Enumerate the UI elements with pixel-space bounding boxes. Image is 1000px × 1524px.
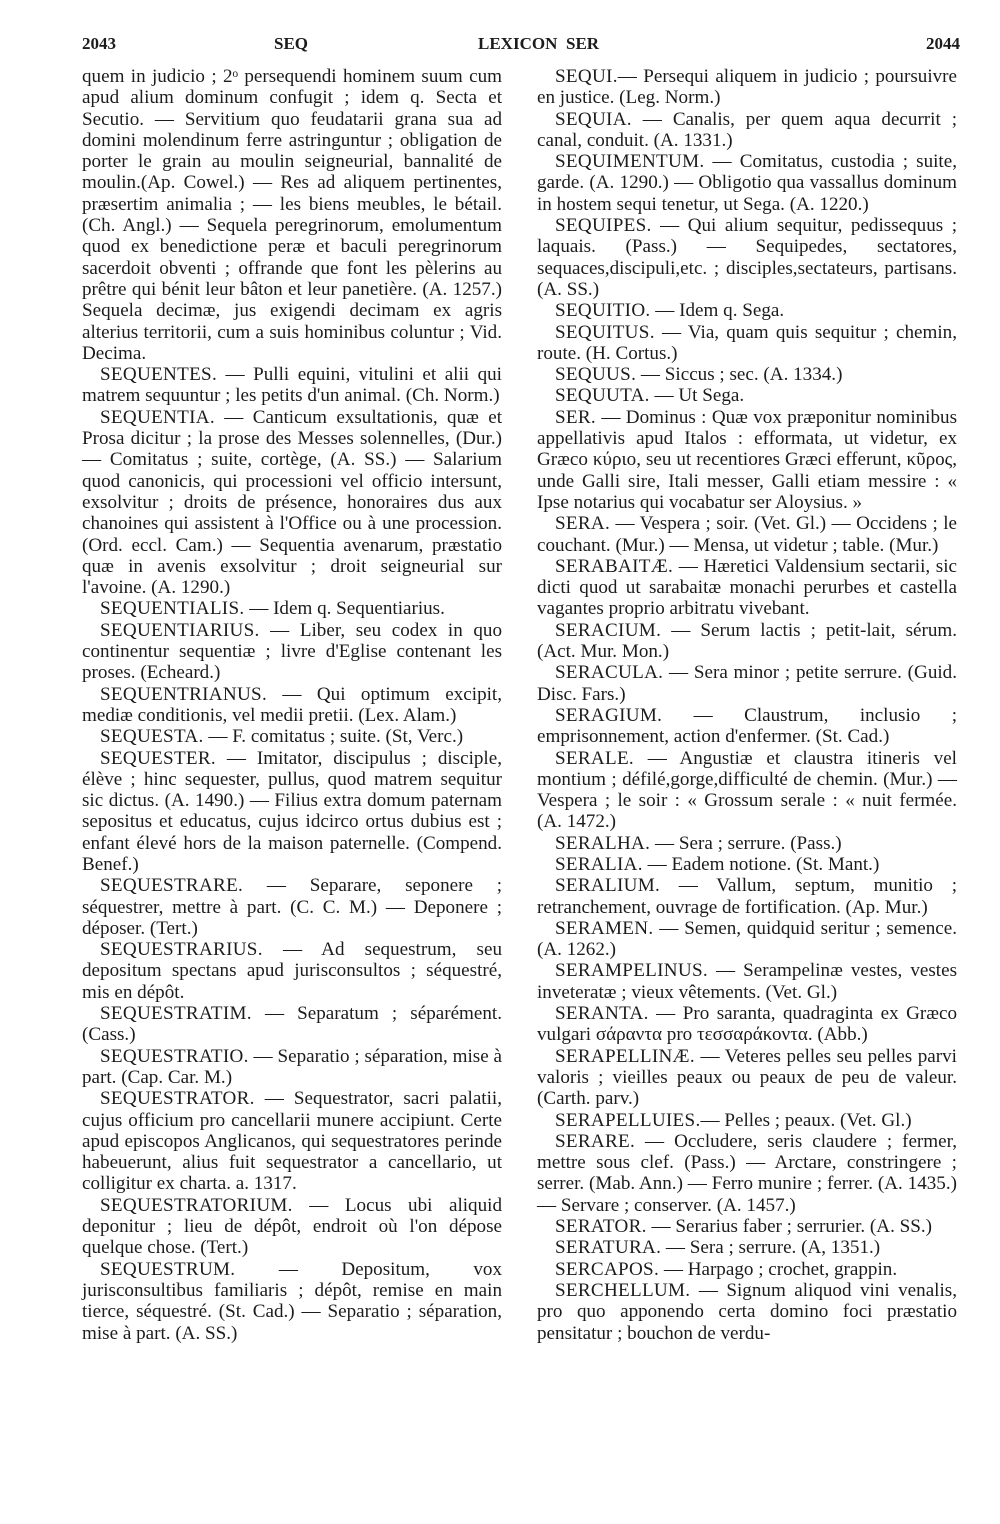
entry-headword: SEQUUTA. [555, 385, 650, 407]
entry-definition: — Liber, seu codex in quo continentur sequentiæ ; livre d'Eglise contenant les proses. (Echeard.) [82, 619, 502, 684]
entry-definition: — Locus ubi aliquid deponitur ; lieu de dépôt, endroit où l'on dépose quelque chose. (Tert.) [82, 1194, 502, 1259]
entry-headword: SEQUENTRIANUS. [100, 683, 268, 705]
dictionary-entry [82, 620, 502, 684]
entry-definition: — Vallum, septum, munitio ; retranchement, ouvrage de fortification. (Ap. Mur.) [537, 875, 957, 918]
entry-headword: SEQUENTIA. [100, 406, 215, 428]
dictionary-entry [82, 748, 502, 876]
entry-headword: SEQUIMENTUM. [555, 151, 705, 173]
dictionary-entry [537, 385, 957, 406]
page-header [82, 34, 960, 60]
dictionary-entry [537, 109, 957, 152]
entry-headword: SERCAPOS. [555, 1258, 660, 1280]
dictionary-entry [537, 1110, 957, 1131]
entry-headword: SERARE. [555, 1130, 636, 1152]
entry-definition: quem in judicio ; 2ᵒ persequendi hominem suum cum apud alium dominum confugit ; idem q. Secta et Secutio. — Servitium quo feudatarii grana sua ad domini molendinum ferre astringuntur ; obligation de porter le grain au moulin seigneurial, bannalité de moulin.(Ap. Cowel.) — Res ad aliquem pertinentes, præsertim animalia ; — les biens meubles, le bétail. (Ch. Angl.) — Sequela peregrinorum, emolumentum quod ex benedictione peræ et baculi peregrinorum sacerdoit obventi ; offrande que font les pèlerins au prêtre qui bénit leur bâton et leur panetière. (A. 1257.) Sequela decimæ, jus exigendi decimam ex agris alterius territorii, cum a suis hominibus coluntur ; Vid. Decima. [82, 66, 502, 364]
entry-continuation [82, 66, 502, 364]
entry-definition: — Sera ; serrure. (A, 1351.) [661, 1237, 881, 1259]
entry-headword: SEQUENTES. [100, 364, 218, 386]
entry-headword: SERALE. [555, 747, 635, 769]
right-column [537, 66, 957, 1344]
entry-headword: SEQUESTRATOR. [100, 1088, 255, 1110]
entry-definition: — Veteres pelles seu pelles parvi valoris ; vieilles peaux ou peaux de peu de valeur. (Carth. parv.) [537, 1045, 957, 1110]
entry-definition: — Separatio ; séparation, mise à part. (Cap. Car. M.) [82, 1045, 502, 1088]
entry-headword: SEQUESTER. [100, 747, 216, 769]
entry-headword: SEQUESTA. [100, 726, 204, 748]
entry-definition: — Semen, quidquid seritur ; semence. (A. 1262.) [537, 917, 957, 961]
dictionary-entry [537, 215, 957, 300]
entry-headword: SEQUIPES. [555, 215, 652, 237]
entry-definition: — Depositum, vox jurisconsultibus familiaris ; dépôt, remise en main tierce, séquestré. (St. Cad.) — Separatio ; séparation, mise à part. (A. SS.) [82, 1258, 502, 1344]
entry-definition: — Pulli equini, vitulini et alii qui matrem sequuntur ; les petits d'un animal. (Ch. Norm.) [82, 364, 502, 407]
entry-definition: — Signum aliquod vini venalis, pro quo apponendo certa domino foci præstatio pensitatur ; bouchon de verdu- [537, 1279, 957, 1344]
entry-headword: SERALIA. [555, 853, 643, 875]
entry-definition: — Canalis, per quem aqua decurrit ; canal, conduit. (A. 1331.) [537, 108, 957, 151]
dictionary-entry [82, 598, 502, 619]
dictionary-entry [537, 854, 957, 875]
dictionary-entry [537, 875, 957, 918]
dictionary-entry [82, 1046, 502, 1089]
entry-headword: SERA. [555, 513, 611, 535]
entry-headword: SEQUESTRATIM. [100, 1003, 252, 1025]
entry-headword: SERALIUM. [555, 875, 661, 897]
entry-headword: SEQUITUS. [555, 321, 655, 343]
page-title: LEXICON [478, 34, 558, 53]
entry-definition: — Dominus : Quæ vox præponitur nominibus appellativis apud Italos : efformata, ut videtur, ex Græco κύριο, seu ut recentiores Græci efferunt, κῦρος, unde Galli sire, Itali messer, Galli etiam messire : « Ipse notarius qui vocabatur ser Aloysius. » [537, 406, 957, 513]
entry-definition: — Ut Sega. [649, 385, 745, 407]
entry-definition: — Angustiæ et claustra itineris vel montium ; défilé,gorge,difficulté de chemin. (Mur.) — Vespera ; le soir : « Grossum serale : « nuit fermée. (A. 1472.) [537, 747, 957, 833]
running-head-left: SEQ [274, 34, 309, 53]
running-head-right: SER [566, 34, 600, 53]
entry-headword: SEQUENTIARIUS. [100, 619, 260, 641]
dictionary-entry [537, 513, 957, 556]
dictionary-entry [82, 1195, 502, 1259]
entry-headword: SERATURA. [555, 1237, 662, 1259]
dictionary-entry [537, 556, 957, 620]
entry-definition: — Idem q. Sequentiarius. [244, 598, 445, 620]
entry-definition: — Qui optimum excipit, mediæ conditionis, vel medii pretii. (Lex. Alam.) [82, 683, 502, 726]
entry-definition: — Comitatus, custodia ; suite, garde. (A. 1290.) — Obligotio qua vassallus dominum in hostem sequi tenetur, ut Sega. (A. 1220.) [537, 151, 957, 215]
entry-headword: SERACULA. [555, 662, 664, 684]
entry-headword: SERAPELLINÆ. [555, 1045, 695, 1067]
entry-definition: — Harpago ; crochet, grappin. [659, 1258, 898, 1280]
entry-definition: — Claustrum, inclusio ; emprisonnement, action d'enfermer. (St. Cad.) [537, 704, 957, 748]
dictionary-entry [82, 364, 502, 407]
dictionary-entry [82, 1088, 502, 1194]
entry-definition: — Eadem notione. (St. Mant.) [642, 853, 880, 875]
page-number-left: 2043 [82, 34, 116, 53]
entry-definition: — Serarius faber ; serrurier. (A. SS.) [646, 1216, 932, 1238]
entry-definition: — Via, quam quis sequitur ; chemin, route. (H. Cortus.) [537, 321, 957, 364]
entry-headword: SERATOR. [555, 1216, 647, 1238]
entry-headword: SEQUESTRATORIUM. [100, 1194, 293, 1216]
entry-headword: SERALHA. [555, 832, 651, 854]
dictionary-entry [537, 833, 957, 854]
entry-definition: — Pro saranta, quadraginta ex Græco vulgari σάραντα pro τεσσαράκοντα. (Abb.) [537, 1003, 957, 1046]
dictionary-entry [537, 151, 957, 215]
dictionary-entry [537, 918, 957, 961]
dictionary-entry [82, 1259, 502, 1344]
left-column [82, 66, 502, 1344]
entry-headword: SERANTA. [555, 1003, 649, 1025]
dictionary-entry [537, 1046, 957, 1110]
dictionary-entry [82, 939, 502, 1003]
dictionary-entry [537, 960, 957, 1003]
dictionary-entry [537, 300, 957, 321]
entry-definition: — Hæretici Valdensium sectarii, sic dicti quod ut sarabaitæ monachi perurbes et castella vagantes proprio arbitratu vivebant. [537, 555, 957, 620]
dictionary-entry [537, 66, 957, 109]
entry-definition: — Vespera ; soir. (Vet. Gl.) — Occidens ; le couchant. (Mur.) — Mensa, ut videtur ; table. (Mur.) [537, 513, 957, 556]
entry-headword: SEQUI. [555, 66, 618, 87]
entry-headword: SERABAITÆ. [555, 555, 674, 577]
dictionary-entry [537, 1131, 957, 1216]
entry-headword: SER. [555, 406, 596, 428]
entry-headword: SEQUUS. [555, 364, 637, 386]
entry-headword: SEQUESTRARIUS. [100, 939, 263, 961]
dictionary-entry [537, 407, 957, 513]
dictionary-entry [537, 620, 957, 663]
dictionary-entry [82, 407, 502, 599]
entry-headword: SERAPELLUIES. [555, 1109, 701, 1131]
entry-definition: — Siccus ; sec. (A. 1334.) [636, 364, 843, 386]
entry-headword: SERAGIUM. [555, 704, 663, 726]
entry-definition: — Serampelinæ vestes, vestes inveteratæ ; vieux vêtements. (Vet. Gl.) [537, 960, 957, 1003]
dictionary-entry [537, 1280, 957, 1344]
entry-definition: — Serum lactis ; petit-lait, sérum. (Act. Mur. Mon.) [537, 619, 957, 663]
entry-headword: SERACIUM. [555, 619, 662, 641]
entry-headword: SERAMEN. [555, 917, 654, 939]
entry-definition: — Separare, seponere ; séquestrer, mettre à part. (C. C. M.) — Deponere ; déposer. (Tert.) [82, 875, 502, 939]
entry-definition: — Idem q. Sega. [650, 300, 785, 322]
dictionary-entry [537, 1003, 957, 1046]
entry-definition: — Sera ; serrure. (Pass.) [650, 832, 842, 854]
dictionary-entry [537, 662, 957, 705]
entry-definition: — Sequestrator, sacri palatii, cujus officium pro cancellarii munere accipiunt. Certe apud episcopos Anglicanos, qui sequestratores perinde habeuerunt, alius fuit sequestrator a cancellario, ut colligitur ex charta. a. 1317. [82, 1088, 502, 1195]
entry-definition: — Imitator, discipulus ; disciple, élève ; hinc sequester, pullus, quod matrem sequitur sic dictus. (A. 1490.) — Filius extra domum paternam sepositus et educatus, cujus idcirco ortus dubius est ; enfant élevé hors de la maison paternelle. (Compend. Benef.) [82, 747, 502, 875]
entry-headword: SEQUESTRUM. [100, 1258, 236, 1280]
entry-headword: SEQUITIO. [555, 300, 651, 322]
entry-definition: — Canticum exsultationis, quæ et Prosa dicitur ; la prose des Messes solennelles, (Dur.) — Comitatus ; suite, cortège, (A. SS.) — Salarium quod canonicis, qui processioni vel officio intersunt, exsolvitur ; droits de présence, honoraires dus aux chanoines qui assistent à l'Office ou à une procession. (Ord. eccl. Cam.) — Sequentia avenarum, præstatio quæ in avenis exsolvitur ; droit seigneurial sur l'avoine. (A. 1290.) [82, 406, 502, 599]
entry-definition: — F. comitatus ; suite. (St, Verc.) [203, 726, 464, 748]
dictionary-entry [82, 684, 502, 727]
entry-headword: SERAMPELINUS. [555, 960, 708, 982]
entry-definition: — Separatum ; séparément. (Cass.) [82, 1003, 502, 1046]
dictionary-entry [537, 705, 957, 748]
entry-definition: — Occludere, seris claudere ; fermer, mettre sous clef. (Pass.) — Arctare, constringere ; serrer. (Mab. Ann.) — Ferro munire ; ferrer. (A. 1435.) — Servare ; conserver. (A. 1457.) [537, 1130, 957, 1216]
entry-definition: — Pelles ; peaux. (Vet. Gl.) [700, 1109, 912, 1131]
dictionary-entry [537, 364, 957, 385]
entry-definition: — Sera minor ; petite serrure. (Guid. Disc. Fars.) [537, 662, 957, 705]
entry-definition: — Qui alium sequitur, pedissequus ; laquais. (Pass.) — Sequipedes, sectatores, sequaces,discipuli,etc. ; disciples,sectateurs, partisans. (A. SS.) [537, 215, 957, 300]
dictionary-entry [537, 748, 957, 833]
dictionary-entry [537, 1216, 957, 1237]
entry-headword: SEQUESTRATIO. [100, 1045, 249, 1067]
entry-headword: SEQUIA. [555, 108, 632, 130]
dictionary-entry [537, 322, 957, 365]
entry-definition: — Ad sequestrum, seu depositum spectans apud jurisconsultos ; séquestré, mis en dépôt. [82, 939, 502, 1003]
dictionary-entry [537, 1259, 957, 1280]
entry-headword: SEQUENTIALIS. [100, 598, 245, 620]
dictionary-entry [82, 1003, 502, 1046]
entry-headword: SEQUESTRARE. [100, 875, 244, 897]
entry-headword: SERCHELLUM. [555, 1279, 691, 1301]
page-number-right: 2044 [926, 34, 960, 53]
dictionary-entry [82, 726, 502, 747]
entry-definition: — Persequi aliquem in judicio ; poursuivre en justice. (Leg. Norm.) [537, 66, 957, 109]
dictionary-entry [537, 1237, 957, 1258]
dictionary-entry [82, 875, 502, 939]
